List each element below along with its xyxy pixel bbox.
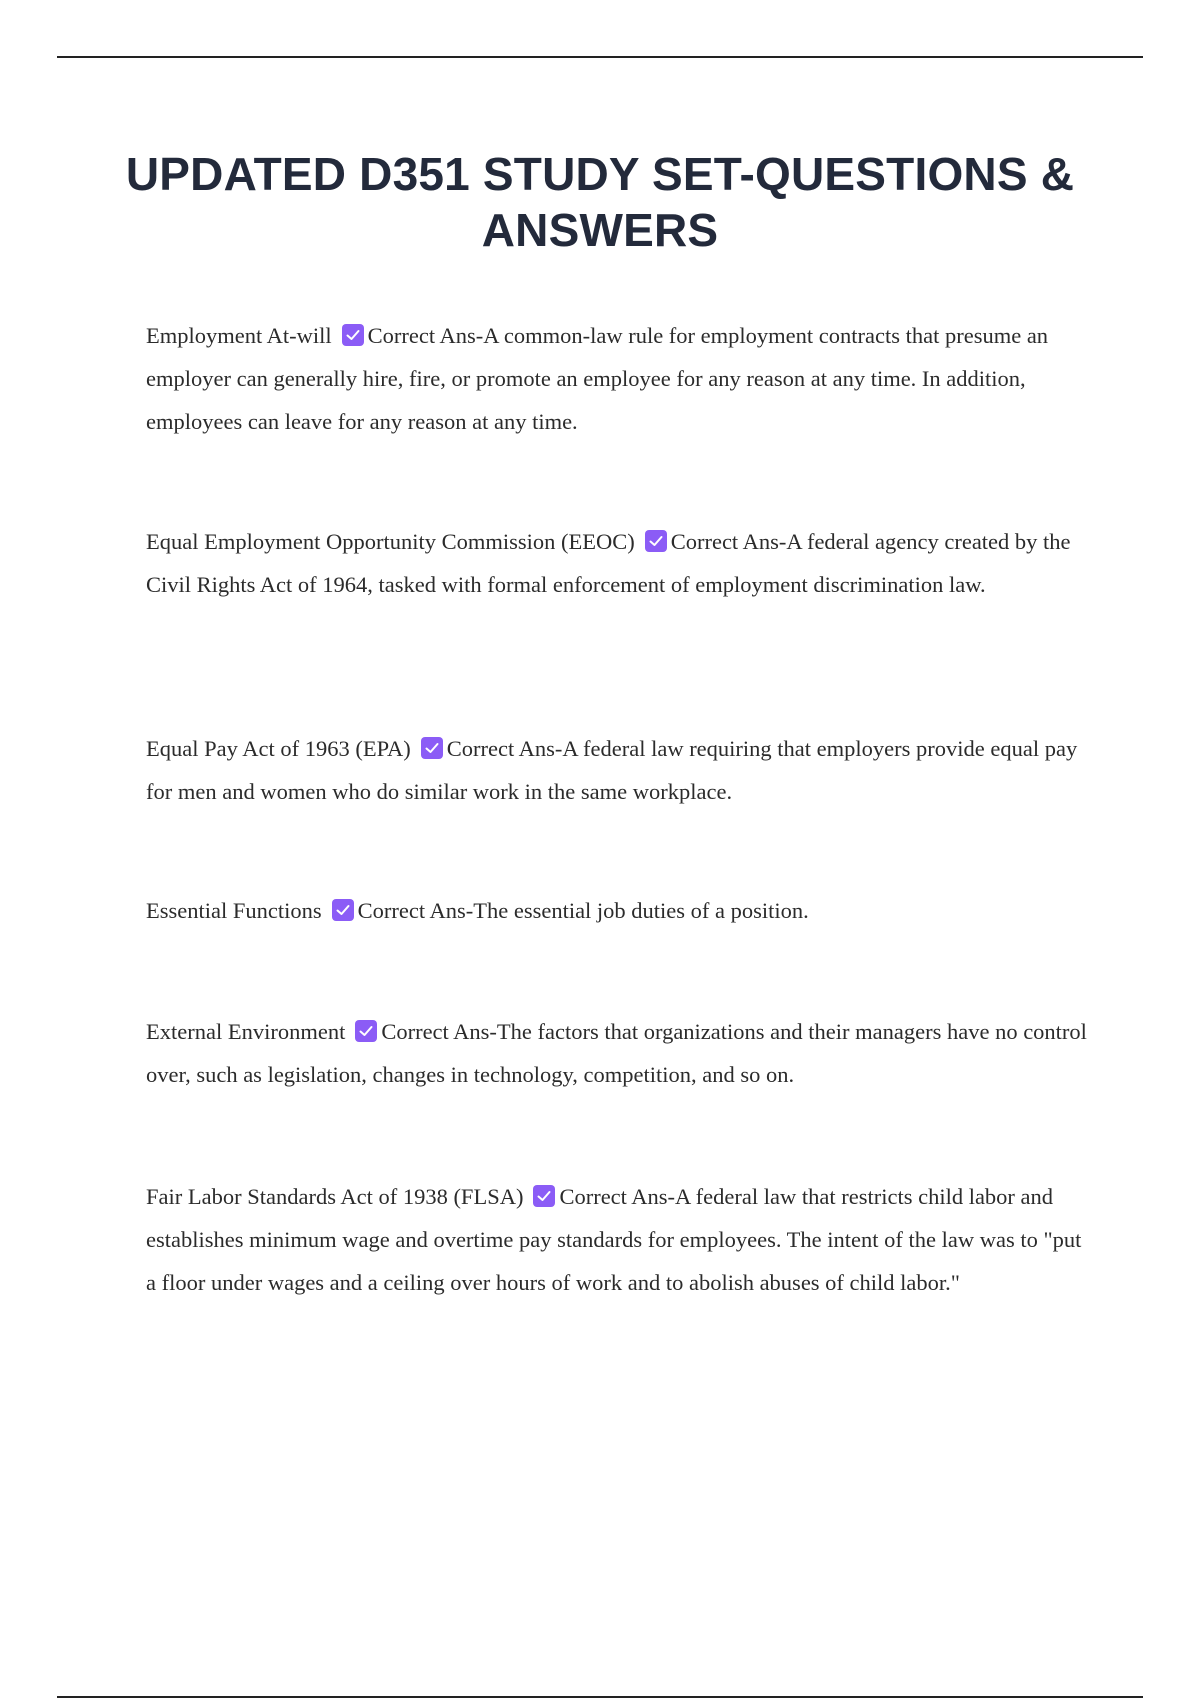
check-box-icon: [342, 324, 364, 346]
check-box-icon: [355, 1020, 377, 1042]
qa-item-essential-functions: [146, 889, 1096, 932]
qa-term: Equal Employment Opportunity Commission (EEOC): [146, 529, 635, 554]
qa-answer: Correct Ans-A federal law requiring that employers provide equal pay for men and women who do similar work in the same workplace.: [146, 736, 1078, 804]
qa-item-external-environment: [146, 1010, 1096, 1096]
qa-item-flsa: [146, 1175, 1096, 1304]
check-box-icon: [421, 737, 443, 759]
qa-term: Equal Pay Act of 1963 (EPA): [146, 736, 411, 761]
qa-term: Fair Labor Standards Act of 1938 (FLSA): [146, 1184, 524, 1209]
check-box-icon: [645, 530, 667, 552]
qa-term: Employment At-will: [146, 323, 332, 348]
bottom-rule: [57, 1696, 1143, 1698]
qa-term: Essential Functions: [146, 898, 322, 923]
qa-answer: Correct Ans-The essential job duties of a position.: [357, 898, 809, 923]
qa-answer: Correct Ans-The factors that organizations and their managers have no control over, such as legislation, changes in technology, competition, and so on.: [146, 1019, 1087, 1087]
page-title: UPDATED D351 STUDY SET-QUESTIONS & ANSWERS: [125, 148, 1075, 256]
qa-item-employment-at-will: [146, 314, 1096, 443]
check-box-icon: [332, 899, 354, 921]
qa-term: External Environment: [146, 1019, 346, 1044]
qa-answer: Correct Ans-A common-law rule for employment contracts that presume an employer can generally hire, fire, or promote an employee for any reason at any time. In addition, employees can leave for any reason at any time.: [146, 323, 1049, 434]
qa-answer: Correct Ans-A federal agency created by the Civil Rights Act of 1964, tasked with formal enforcement of employment discrimination law.: [146, 529, 1071, 597]
qa-item-eeoc: [146, 520, 1096, 606]
check-box-icon: [533, 1185, 555, 1207]
top-rule: [57, 56, 1143, 58]
qa-answer: Correct Ans-A federal law that restricts child labor and establishes minimum wage and overtime pay standards for employees. The intent of the law was to "put a floor under wages and a ceiling over hours of work and to abolish abuses of child labor.": [146, 1184, 1082, 1295]
qa-item-equal-pay-act: [146, 727, 1096, 813]
